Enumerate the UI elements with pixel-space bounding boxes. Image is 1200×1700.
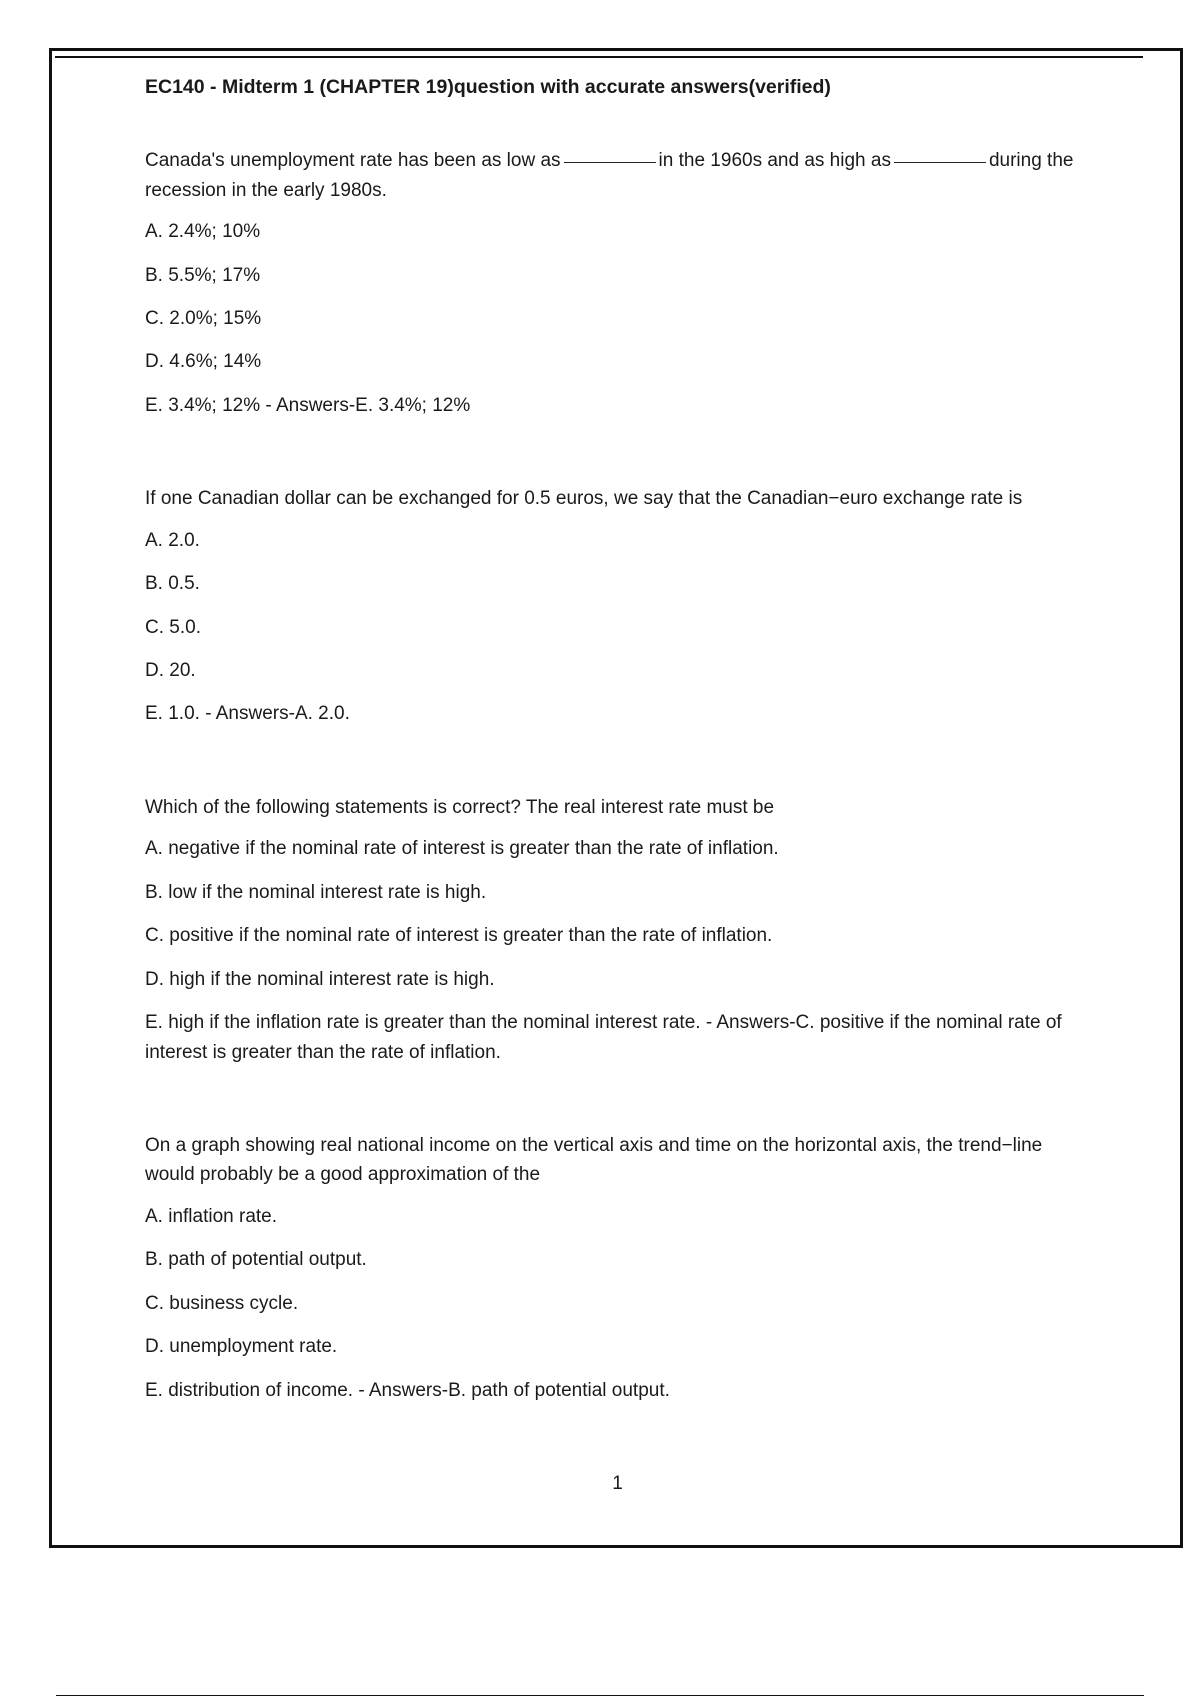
question-stem: Which of the following statements is correct? The real interest rate must be: [145, 796, 775, 818]
page-content: [145, 72, 1085, 1405]
answer-option: A. negative if the nominal rate of interest is greater than the rate of inflation.: [145, 838, 779, 860]
answer-option: B. path of potential output.: [145, 1249, 367, 1271]
question-stem: On a graph showing real national income on the vertical axis and time on the horizontal axis, the trend−line would probably be a good approximation of the: [145, 1134, 1043, 1186]
answer-option: D. 20.: [145, 660, 196, 682]
question-spacer: [145, 420, 1085, 484]
answer-option: D. 4.6%; 14%: [145, 351, 262, 373]
answer-blank: [894, 161, 986, 163]
answer-option-with-answer: E. high if the inflation rate is greater than the nominal interest rate. - Answers-C. positive if the nominal rate of interest is greater than the rate of inflation.: [145, 1012, 1062, 1063]
question-spacer: [145, 729, 1085, 793]
question-stem-part: in the 1960s and as high as: [658, 150, 891, 172]
answer-option-with-answer: E. 1.0. - Answers-A. 2.0.: [145, 703, 350, 725]
answer-option: D. unemployment rate.: [145, 1336, 338, 1358]
bottom-rule: [56, 1695, 1144, 1696]
question-spacer: [145, 1067, 1085, 1131]
answer-option: B. 0.5.: [145, 573, 200, 595]
answer-option: C. business cycle.: [145, 1292, 299, 1314]
answer-option: C. 5.0.: [145, 616, 201, 638]
answer-option-with-answer: E. distribution of income. - Answers-B. path of potential output.: [145, 1379, 670, 1401]
question-stem-part: Canada's unemployment rate has been as low as: [145, 150, 561, 172]
answer-option: B. 5.5%; 17%: [145, 264, 261, 286]
question-stem: If one Canadian dollar can be exchanged for 0.5 euros, we say that the Canadian−euro exchange rate is: [145, 488, 1023, 510]
answer-option: A. 2.4%; 10%: [145, 221, 261, 243]
question-2: [145, 484, 1085, 729]
page-number: 1: [612, 1473, 623, 1494]
question-stem-part: during the recession in the early 1980s.: [145, 150, 1074, 201]
answer-option: A. inflation rate.: [145, 1205, 278, 1227]
question-4: [145, 1131, 1085, 1405]
answer-option: D. high if the nominal interest rate is high.: [145, 968, 495, 990]
answer-option: B. low if the nominal interest rate is high.: [145, 881, 487, 903]
question-1: [145, 146, 1085, 420]
answer-option-with-answer: E. 3.4%; 12% - Answers-E. 3.4%; 12%: [145, 394, 471, 416]
document-title: EC140 - Midterm 1 (CHAPTER 19)question with accurate answers(verified): [145, 76, 831, 98]
answer-option: C. positive if the nominal rate of interest is greater than the rate of inflation.: [145, 925, 773, 947]
answer-blank: [564, 161, 656, 163]
question-3: [145, 793, 1085, 1067]
question-stem: [145, 146, 1085, 205]
answer-option: A. 2.0.: [145, 529, 200, 551]
answer-option: C. 2.0%; 15%: [145, 307, 262, 329]
